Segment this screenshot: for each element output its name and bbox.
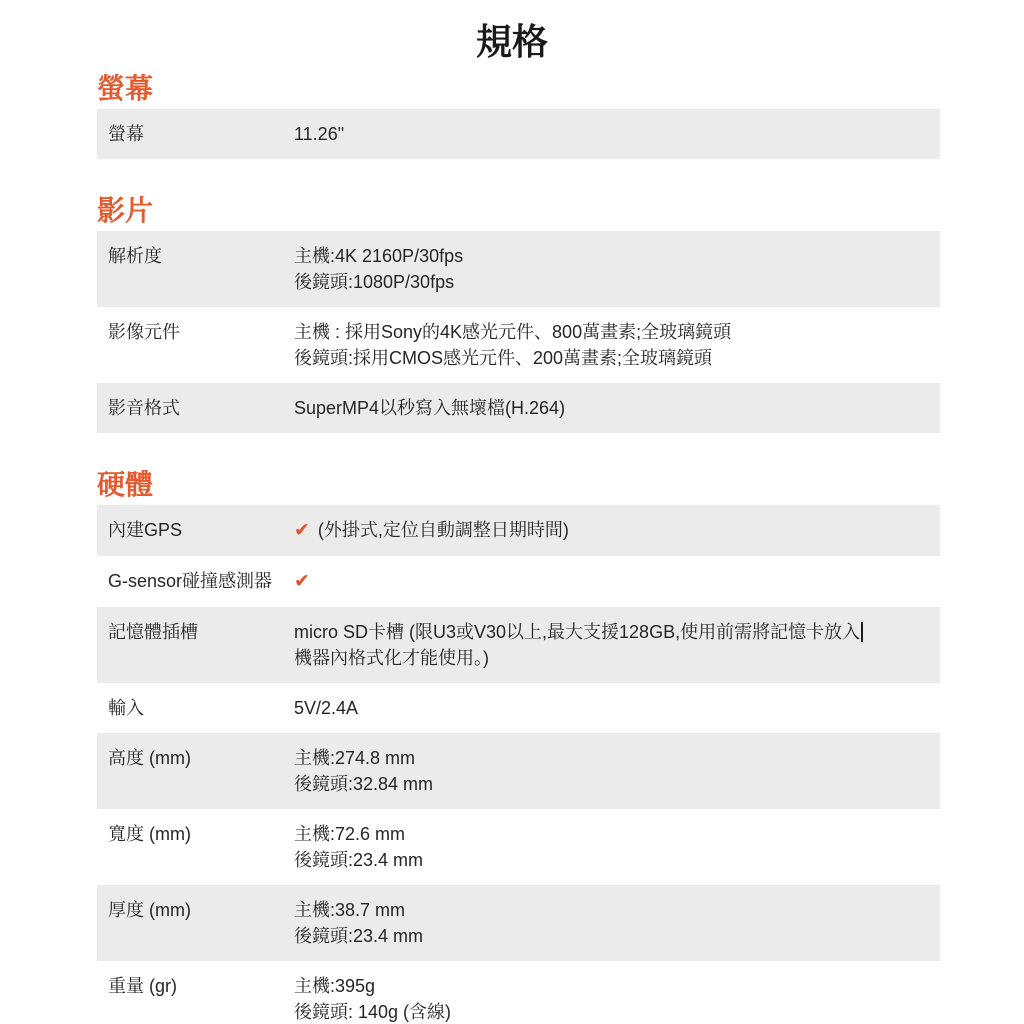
value-text: (外掛式,定位自動調整日期時間) [317,520,569,540]
value-line [294,645,940,671]
value-text: 主機 : 採用Sony的4K感光元件、800萬畫素;全玻璃鏡頭 [294,322,732,342]
value-text: 後鏡頭:1080P/30fps [294,272,455,292]
spec-row [97,231,940,307]
value-text: 後鏡頭:32.84 mm [294,774,434,794]
value-text: 後鏡頭: 140g (含線) [294,1002,452,1022]
row-value [294,821,940,873]
value-line [294,973,940,999]
row-value [294,745,940,797]
value-text: 5V/2.4A [294,698,359,718]
spec-row [97,809,940,885]
value-line [294,269,940,295]
row-label: 影音格式 [108,398,180,418]
section-heading: 影片 [97,195,154,226]
value-text: 機器內格式化才能使用。) [294,648,489,668]
row-label: 輸入 [108,698,144,718]
row-label: 寬度 (mm) [108,824,191,844]
value-text: 主機:274.8 mm [294,748,416,768]
row-label: 記憶體插槽 [108,622,198,642]
value-text: 主機:38.7 mm [294,900,406,920]
row-label: 解析度 [108,246,162,266]
value-text: SuperMP4以秒寫入無壞檔(H.264) [294,398,566,418]
value-line [294,517,940,544]
spec-row [97,383,940,433]
value-line [294,695,940,721]
spec-section-2 [97,470,940,1024]
spec-row [97,733,940,809]
spec-row [97,683,940,733]
value-text: 主機:4K 2160P/30fps [294,246,464,266]
section-heading: 螢幕 [97,73,154,104]
row-value [294,695,940,721]
value-text: 後鏡頭:採用CMOS感光元件、200萬畫素;全玻璃鏡頭 [294,348,713,368]
row-label: 螢幕 [108,124,144,144]
value-line [294,745,940,771]
row-value [294,619,940,671]
spec-row [97,607,940,683]
value-line [294,243,940,269]
value-line [294,395,940,421]
value-line [294,121,940,147]
row-label: 重量 (gr) [108,976,177,996]
spec-section-1 [97,196,940,433]
row-label: 內建GPS [108,520,183,540]
value-line [294,568,940,595]
value-line [294,619,940,645]
spec-row [97,307,940,383]
row-value [294,121,940,147]
value-line [294,999,940,1024]
value-text: 11.26" [294,124,345,144]
row-label: G-sensor碰撞感測器 [108,571,273,591]
value-line [294,771,940,797]
value-line [294,821,940,847]
spec-section-0 [97,74,940,159]
spec-row [97,109,940,159]
value-line [294,847,940,873]
row-value [294,517,940,544]
row-value [294,243,940,295]
value-line [294,923,940,949]
check-icon: ✔ [294,520,310,541]
spec-content [97,74,940,1024]
section-heading: 硬體 [97,469,154,500]
value-text: 後鏡頭:23.4 mm [294,850,424,870]
value-text: 主機:395g [294,976,376,996]
row-label: 高度 (mm) [108,748,191,768]
row-value [294,319,940,371]
row-label: 厚度 (mm) [108,900,191,920]
value-line [294,319,940,345]
text-caret [861,622,863,642]
spec-row [97,505,940,556]
value-text: 後鏡頭:23.4 mm [294,926,424,946]
check-icon: ✔ [294,571,310,592]
row-value [294,395,940,421]
page-title: 規格 [475,21,548,62]
value-line [294,897,940,923]
spec-row [97,885,940,961]
row-value [294,568,940,595]
spec-row [97,556,940,607]
row-value [294,973,940,1024]
row-value [294,897,940,949]
value-text: 主機:72.6 mm [294,824,406,844]
value-line [294,345,940,371]
spec-row [97,961,940,1024]
value-text: micro SD卡槽 (限U3或V30以上,最大支援128GB,使用前需將記憶卡放入 [294,622,861,642]
row-label: 影像元件 [108,322,180,342]
